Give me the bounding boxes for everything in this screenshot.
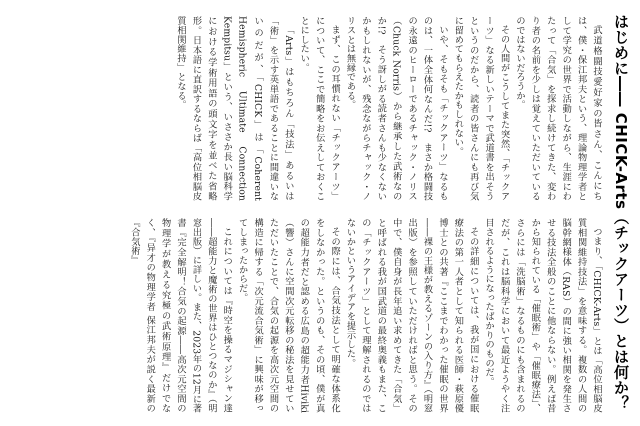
paragraph: 「Arts」はもちろん「技法」あるいは「術」を示す英単語であることに間違いないのだが、「CHICK」は「Coherent Hemispheric Ultimate Connection Kempitsu」という、いささか長い脳科学における学術用語の頭文字を並べた省略形。日本語に直訳するならば「高位相脳皮質相関維持」となる。 xyxy=(175,16,294,201)
paragraph: まず、この耳慣れない「チックアーツ」について、ここで簡略をお伝えしておくことにしたい。 xyxy=(298,16,341,201)
paragraph: これについては『時空を操るマジシャン達――超能力と魔術の世界はひとつなのか』（明窓出版）に詳しい。また、2023年の12月に著書『完全解明！合気の起源――高次元空間の物理学が教える究極の武術原理』だけでなく、『异才の物理学者 保江邦夫が説く最新の『合気術』 xyxy=(128,218,233,413)
paragraph: つまり、「CHICK-Arts」とは「高位相脳皮質相関維持技法」を意味する。複数の人間の脳幹網様体（RAS）の間に強い相関を発生させる技法全般のことに他ならない。例えば昔から知られている「催眠術」や「催眠療法」、さらには「洗脳術」なるものにも含まれるのだが、これは脳科学において最近ようやく注目されるようになったばかりのものだ。 xyxy=(483,218,602,413)
paragraph: その際には、合気技法として明確な体系化をしなかった。というのも、その頃、僕が真の超能力者だと認める広島の超能力者Hiviki（響）さんに空間次元転移の秘法を見せていただいたことで、合気の起源を高次元空間の構造に帰する「次元流合気術」に興味が移ってしまったからだ。 xyxy=(236,218,341,413)
paragraph: その人間がこうしてまた突然、「チックアーツ」なる新しいテーマで武道書を出そうというのだから、読者の皆さんにも再び気に留めてもらえたかもしれない。 xyxy=(452,16,510,201)
chapter-title: はじめに―― CHICK-Arts（チックアーツ）とは何か？ xyxy=(612,14,630,412)
lower-text-block xyxy=(18,218,604,413)
paragraph: いや、そもそも「チックアーツ」なるものは、一体全体何なんだ!? まさか格闘技の永遠のヒーローであるチャック・ノリス（Chuck Norris）から継承した武術なのか!? そう訝しがる読者さんも少なくないかもしれないが、残念ながらチャック・ノリスとは無縁である。 xyxy=(344,16,448,201)
paragraph: 武道格闘技愛好家の皆さん、こんにちは、僕・保江邦夫という、理論物理学者として学究の世界で活動しながら、生涯にわたって「合気」を探求し続けてきた、変わり者の名前を少しは覚えていただいているのではないだろうか。 xyxy=(513,16,602,201)
upper-text-block xyxy=(18,16,604,201)
paragraph: その詳細については、我が国における催眠療法の第一人者として知られる医師・萩原優博士との共著『ここまでわかった催眠の世界――裸の王様が教えるゾーンの入り方』（明窓出版）を参照していただければと思う。その中で、僕自身が長年追い求めてきた「合気」と呼ばれる我が国武道の最終奥義もまた、この「チックアーツ」として理解されるのではないかというアイデアを提示した。 xyxy=(344,218,479,413)
